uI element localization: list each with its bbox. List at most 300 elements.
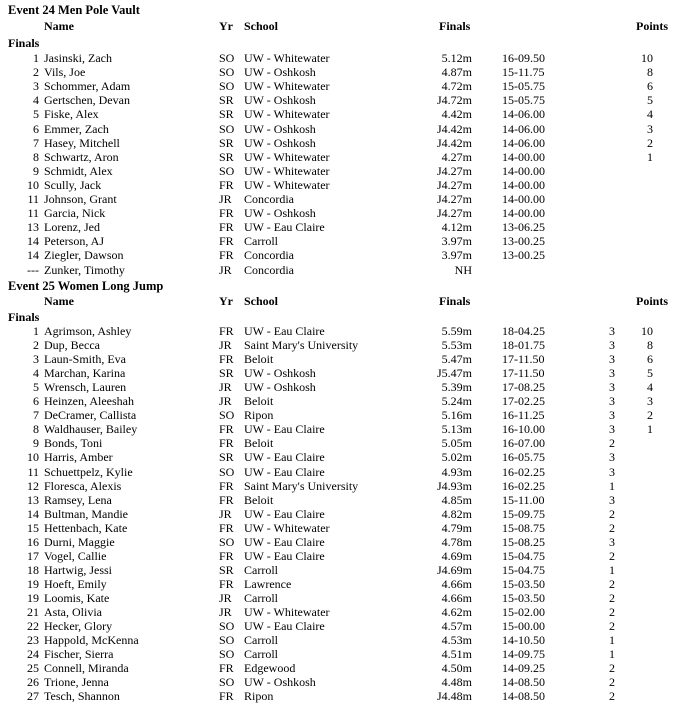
cell-mark: J4.42m [436, 121, 472, 136]
cell-mark: 5.05m [441, 436, 472, 451]
cell-wind: 3 [609, 366, 615, 381]
cell-place: 6 [33, 394, 39, 409]
cell-yr: SR [219, 107, 234, 122]
cell-school: UW - Oshkosh [244, 65, 316, 80]
cell-conv: 15-05.75 [502, 79, 545, 94]
header-school: School [244, 294, 279, 308]
table-row [0, 436, 675, 450]
cell-place: 1 [33, 51, 39, 65]
cell-name: Jasinski, Zach [44, 51, 112, 65]
table-row [0, 563, 675, 577]
cell-conv: 13-00.25 [502, 234, 545, 249]
cell-school: UW - Eau Claire [244, 422, 325, 437]
cell-wind: 3 [609, 492, 615, 507]
cell-conv: 14-00.00 [502, 192, 545, 206]
table-row [0, 647, 675, 661]
cell-school: UW - Eau Claire [244, 506, 325, 521]
cell-name: Trione, Jenna [44, 675, 109, 690]
table-row [0, 577, 675, 591]
cell-mark: 5.53m [441, 338, 472, 353]
cell-mark: 4.85m [441, 492, 472, 507]
cell-school: UW - Oshkosh [244, 675, 316, 690]
cell-yr: SR [219, 450, 234, 465]
cell-yr: SR [219, 93, 234, 108]
cell-mark: 5.02m [441, 450, 472, 465]
cell-yr: FR [219, 548, 234, 563]
cell-yr: SO [219, 408, 235, 423]
cell-yr: SR [219, 366, 234, 381]
cell-mark: 5.39m [441, 380, 472, 395]
cell-place: 18 [27, 562, 39, 577]
cell-conv: 15-03.50 [502, 576, 545, 591]
table-row [0, 394, 675, 408]
cell-yr: SO [219, 619, 235, 634]
cell-school: Ripon [244, 408, 274, 423]
table-row [0, 605, 675, 619]
cell-yr: FR [219, 422, 234, 437]
cell-name: Hasey, Mitchell [44, 135, 120, 150]
cell-name: Happold, McKenna [44, 633, 139, 648]
cell-conv: 14-00.00 [502, 163, 545, 178]
cell-conv: 14-06.00 [502, 135, 545, 150]
cell-school: Carroll [244, 647, 278, 662]
cell-school: UW - Whitewater [244, 163, 330, 178]
cell-school: UW - Eau Claire [244, 619, 325, 634]
cell-points: 2 [647, 135, 653, 150]
cell-school: Saint Mary's University [244, 478, 359, 493]
cell-wind: 3 [609, 534, 615, 549]
cell-wind: 2 [609, 619, 615, 634]
cell-wind: 3 [609, 408, 615, 423]
cell-name: Dup, Becca [44, 338, 100, 353]
cell-mark: J4.69m [436, 562, 472, 577]
cell-place: 6 [33, 121, 39, 136]
cell-yr: FR [219, 220, 234, 235]
cell-school: UW - Eau Claire [244, 324, 325, 338]
cell-place: 2 [33, 65, 39, 80]
cell-yr: SO [219, 65, 235, 80]
header-name: Name [44, 294, 74, 308]
cell-name: Lorenz, Jed [44, 220, 100, 235]
cell-name: Loomis, Kate [44, 590, 110, 605]
cell-place: 14 [27, 506, 39, 521]
table-row [0, 51, 675, 65]
table-row [0, 493, 675, 507]
table-row [0, 689, 675, 703]
cell-name: Wrensch, Lauren [44, 380, 127, 395]
cell-conv: 15-08.75 [502, 520, 545, 535]
cell-name: Emmer, Zach [44, 121, 109, 136]
cell-wind: 2 [609, 675, 615, 690]
cell-yr: SR [219, 135, 234, 150]
cell-name: Laun-Smith, Eva [44, 352, 126, 367]
cell-yr: JR [219, 605, 232, 619]
cell-name: Agrimson, Ashley [44, 324, 132, 338]
cell-place: 11 [27, 192, 39, 206]
cell-points: 1 [647, 422, 653, 437]
cell-name: Vils, Joe [44, 65, 86, 80]
cell-yr: FR [219, 478, 234, 493]
cell-yr: FR [219, 520, 234, 535]
cell-school: Edgewood [244, 661, 296, 676]
header-points: Points [635, 294, 668, 308]
cell-yr: FR [219, 492, 234, 507]
cell-conv: 16-02.25 [502, 464, 545, 479]
cell-mark: J5.47m [436, 366, 472, 381]
cell-yr: FR [219, 234, 234, 249]
table-row [0, 65, 675, 79]
cell-points: 4 [647, 107, 653, 122]
cell-points: 2 [647, 408, 653, 423]
cell-wind: 2 [609, 605, 615, 619]
cell-wind: 1 [609, 633, 615, 648]
cell-place: 13 [27, 220, 39, 235]
table-row [0, 206, 675, 220]
cell-yr: SO [219, 121, 235, 136]
table-row [0, 675, 675, 689]
cell-mark: 4.87m [441, 65, 472, 80]
cell-conv: 17-08.25 [502, 380, 545, 395]
cell-name: Harris, Amber [44, 450, 113, 465]
cell-place: 24 [27, 647, 39, 662]
cell-name: Vogel, Callie [44, 548, 107, 563]
cell-points: 4 [647, 380, 653, 395]
cell-wind: 2 [609, 548, 615, 563]
cell-place: 15 [27, 520, 39, 535]
cell-yr: FR [219, 689, 234, 704]
cell-yr: FR [219, 436, 234, 451]
cell-name: Hartwig, Jessi [44, 562, 112, 577]
cell-name: Zunker, Timothy [44, 262, 125, 277]
cell-school: Carroll [244, 590, 278, 605]
cell-wind: 3 [609, 324, 615, 338]
cell-yr: JR [219, 590, 232, 605]
cell-points: 3 [647, 121, 653, 136]
cell-school: Beloit [244, 436, 274, 451]
cell-school: UW - Oshkosh [244, 206, 316, 221]
cell-mark: 4.79m [441, 520, 472, 535]
cell-name: Marchan, Karina [44, 366, 126, 381]
cell-wind: 3 [609, 464, 615, 479]
cell-name: Fiske, Alex [44, 107, 99, 122]
cell-conv: 18-04.25 [502, 324, 545, 338]
cell-points: 5 [647, 93, 653, 108]
cell-wind: 3 [609, 450, 615, 465]
cell-wind: 2 [609, 689, 615, 704]
cell-conv: 14-09.25 [502, 661, 545, 676]
cell-wind: 1 [609, 562, 615, 577]
cell-school: Concordia [244, 192, 294, 206]
event-title: Event 24 Men Pole Vault [8, 3, 140, 17]
cell-mark: 4.66m [441, 576, 472, 591]
cell-yr: SO [219, 647, 235, 662]
cell-yr: SO [219, 79, 235, 94]
header-finals: Finals [439, 19, 471, 33]
table-row [0, 150, 675, 164]
cell-yr: FR [219, 324, 234, 338]
cell-yr: SO [219, 534, 235, 549]
cell-conv: 15-05.75 [502, 93, 545, 108]
cell-yr: JR [219, 394, 232, 409]
cell-wind: 2 [609, 436, 615, 451]
cell-mark: 3.97m [441, 248, 472, 263]
header-points: Points [635, 19, 668, 33]
cell-name: Peterson, AJ [44, 234, 104, 249]
cell-place: 9 [33, 163, 39, 178]
cell-mark: J4.27m [436, 206, 472, 221]
cell-name: Schommer, Adam [44, 79, 131, 94]
cell-place: 2 [33, 338, 39, 353]
cell-place: 27 [27, 689, 39, 704]
cell-mark: 5.47m [441, 352, 472, 367]
cell-wind: 2 [609, 590, 615, 605]
table-row [0, 192, 675, 206]
cell-school: UW - Eau Claire [244, 220, 325, 235]
cell-points: 8 [647, 65, 653, 80]
cell-mark: 4.51m [441, 647, 472, 662]
cell-place: 8 [33, 149, 39, 164]
table-row [0, 549, 675, 563]
cell-conv: 16-09.50 [502, 51, 545, 65]
cell-place: 21 [27, 605, 39, 619]
cell-name: Schuettpelz, Kylie [44, 464, 133, 479]
cell-wind: 3 [609, 352, 615, 367]
cell-name: Durni, Maggie [44, 534, 115, 549]
cell-points: 5 [647, 366, 653, 381]
cell-school: UW - Whitewater [244, 520, 330, 535]
table-row [0, 248, 675, 262]
cell-name: Schwartz, Aron [44, 149, 119, 164]
cell-points: 10 [641, 51, 653, 65]
cell-name: Fischer, Sierra [44, 647, 114, 662]
cell-conv: 15-02.00 [502, 605, 545, 619]
cell-yr: SO [219, 464, 235, 479]
cell-yr: SO [219, 675, 235, 690]
cell-school: UW - Oshkosh [244, 93, 316, 108]
cell-school: UW - Eau Claire [244, 548, 325, 563]
cell-name: Johnson, Grant [44, 192, 117, 206]
cell-school: Ripon [244, 689, 274, 704]
cell-mark: 4.53m [441, 633, 472, 648]
table-row [0, 136, 675, 150]
cell-conv: 15-08.25 [502, 534, 545, 549]
cell-place: 10 [27, 450, 39, 465]
cell-points: 1 [647, 149, 653, 164]
cell-mark: 4.27m [441, 149, 472, 164]
cell-place: 13 [27, 492, 39, 507]
cell-place: 5 [33, 380, 39, 395]
cell-name: Scully, Jack [44, 177, 102, 192]
cell-school: UW - Oshkosh [244, 366, 316, 381]
table-row [0, 366, 675, 380]
cell-yr: JR [219, 506, 232, 521]
cell-yr: FR [219, 576, 234, 591]
cell-place: 5 [33, 107, 39, 122]
header-name: Name [44, 19, 74, 33]
cell-place: 3 [33, 79, 39, 94]
cell-place: 4 [33, 93, 39, 108]
cell-place: 14 [27, 248, 39, 263]
cell-name: DeCramer, Callista [44, 408, 137, 423]
cell-conv: 15-03.50 [502, 590, 545, 605]
cell-mark: 4.72m [441, 79, 472, 94]
cell-school: Carroll [244, 633, 278, 648]
cell-school: Carroll [244, 234, 278, 249]
cell-mark: 5.12m [441, 51, 472, 65]
cell-points: 8 [647, 338, 653, 353]
table-row [0, 422, 675, 436]
cell-conv: 14-06.00 [502, 121, 545, 136]
table-row [0, 408, 675, 422]
header-finals: Finals [439, 294, 471, 308]
cell-place: 19 [27, 590, 39, 605]
cell-mark: J4.48m [436, 689, 472, 704]
cell-conv: 14-06.00 [502, 107, 545, 122]
cell-place: 4 [33, 366, 39, 381]
cell-conv: 14-10.50 [502, 633, 545, 648]
table-row [0, 521, 675, 535]
cell-school: Concordia [244, 248, 294, 263]
cell-place: 10 [27, 177, 39, 192]
cell-mark: 4.82m [441, 506, 472, 521]
cell-name: Hecker, Glory [44, 619, 113, 634]
cell-yr: SR [219, 562, 234, 577]
cell-mark: J4.72m [436, 93, 472, 108]
table-row [0, 619, 675, 633]
cell-conv: 17-11.50 [502, 352, 545, 367]
table-row [0, 633, 675, 647]
cell-name: Waldhauser, Bailey [44, 422, 138, 437]
cell-mark: J4.93m [436, 478, 472, 493]
cell-wind: 3 [609, 422, 615, 437]
cell-name: Asta, Olivia [44, 605, 102, 619]
cell-school: UW - Whitewater [244, 51, 330, 65]
cell-conv: 16-11.25 [502, 408, 545, 423]
cell-yr: SR [219, 149, 234, 164]
cell-mark: 4.50m [441, 661, 472, 676]
cell-school: UW - Oshkosh [244, 121, 316, 136]
cell-conv: 14-08.50 [502, 675, 545, 690]
cell-school: UW - Whitewater [244, 79, 330, 94]
header-school: School [244, 19, 279, 33]
cell-yr: JR [219, 380, 232, 395]
cell-points: 6 [647, 352, 653, 367]
table-row [0, 122, 675, 136]
cell-mark: 5.16m [441, 408, 472, 423]
cell-place: 11 [27, 464, 39, 479]
table-row [0, 220, 675, 234]
table-row [0, 591, 675, 605]
cell-conv: 14-00.00 [502, 149, 545, 164]
cell-place: 25 [27, 661, 39, 676]
cell-place: 19 [27, 576, 39, 591]
cell-school: Saint Mary's University [244, 338, 359, 353]
cell-place: 8 [33, 422, 39, 437]
cell-school: UW - Eau Claire [244, 464, 325, 479]
cell-school: Concordia [244, 262, 294, 277]
cell-mark: 4.48m [441, 675, 472, 690]
cell-conv: 17-02.25 [502, 394, 545, 409]
cell-mark: 4.78m [441, 534, 472, 549]
cell-wind: 1 [609, 478, 615, 493]
cell-conv: 13-00.25 [502, 248, 545, 263]
cell-conv: 15-04.75 [502, 562, 545, 577]
table-row [0, 178, 675, 192]
cell-conv: 18-01.75 [502, 338, 545, 353]
table-row [0, 234, 675, 248]
cell-wind: 2 [609, 576, 615, 591]
cell-mark: 4.42m [441, 107, 472, 122]
cell-place: 7 [33, 135, 39, 150]
cell-place: 3 [33, 352, 39, 367]
cell-wind: 1 [609, 647, 615, 662]
cell-place: 9 [33, 436, 39, 451]
cell-mark: J4.27m [436, 163, 472, 178]
table-row [0, 507, 675, 521]
cell-conv: 15-04.75 [502, 548, 545, 563]
cell-place: 23 [27, 633, 39, 648]
cell-yr: JR [219, 262, 232, 277]
cell-mark: 5.59m [441, 324, 472, 338]
table-row [0, 263, 675, 277]
table-row [0, 164, 675, 178]
cell-name: Tesch, Shannon [44, 689, 120, 704]
cell-name: Garcia, Nick [44, 206, 106, 221]
cell-points: 3 [647, 394, 653, 409]
cell-name: Hoeft, Emily [44, 576, 107, 591]
cell-place: 16 [27, 534, 39, 549]
cell-school: Lawrence [244, 576, 292, 591]
cell-place: 26 [27, 675, 39, 690]
cell-wind: 2 [609, 506, 615, 521]
section-label: Finals [8, 310, 40, 324]
cell-conv: 15-11.00 [502, 492, 545, 507]
cell-mark: 5.13m [441, 422, 472, 437]
cell-school: Beloit [244, 352, 274, 367]
cell-mark: 4.12m [441, 220, 472, 235]
table-row [0, 352, 675, 366]
table-row [0, 465, 675, 479]
cell-conv: 14-08.50 [502, 689, 545, 704]
cell-school: UW - Eau Claire [244, 534, 325, 549]
cell-conv: 17-11.50 [502, 366, 545, 381]
cell-conv: 15-00.00 [502, 619, 545, 634]
section-label: Finals [8, 36, 40, 50]
cell-place: 14 [27, 234, 39, 249]
cell-name: Heinzen, Aleeshah [44, 394, 134, 409]
cell-school: UW - Whitewater [244, 149, 330, 164]
cell-conv: 16-02.25 [502, 478, 545, 493]
cell-school: UW - Whitewater [244, 107, 330, 122]
cell-conv: 14-09.75 [502, 647, 545, 662]
cell-place: 1 [33, 324, 39, 338]
cell-mark: 4.57m [441, 619, 472, 634]
cell-school: UW - Oshkosh [244, 380, 316, 395]
cell-conv: 14-00.00 [502, 206, 545, 221]
cell-mark: 3.97m [441, 234, 472, 249]
cell-mark: 4.62m [441, 605, 472, 619]
cell-points: 10 [641, 324, 653, 338]
cell-yr: FR [219, 177, 234, 192]
cell-wind: 3 [609, 394, 615, 409]
cell-mark: NH [454, 262, 472, 277]
cell-yr: JR [219, 338, 232, 353]
cell-name: Schmidt, Alex [44, 163, 113, 178]
cell-school: UW - Oshkosh [244, 135, 316, 150]
table-row [0, 479, 675, 493]
cell-conv: 14-00.00 [502, 177, 545, 192]
cell-school: UW - Eau Claire [244, 450, 325, 465]
